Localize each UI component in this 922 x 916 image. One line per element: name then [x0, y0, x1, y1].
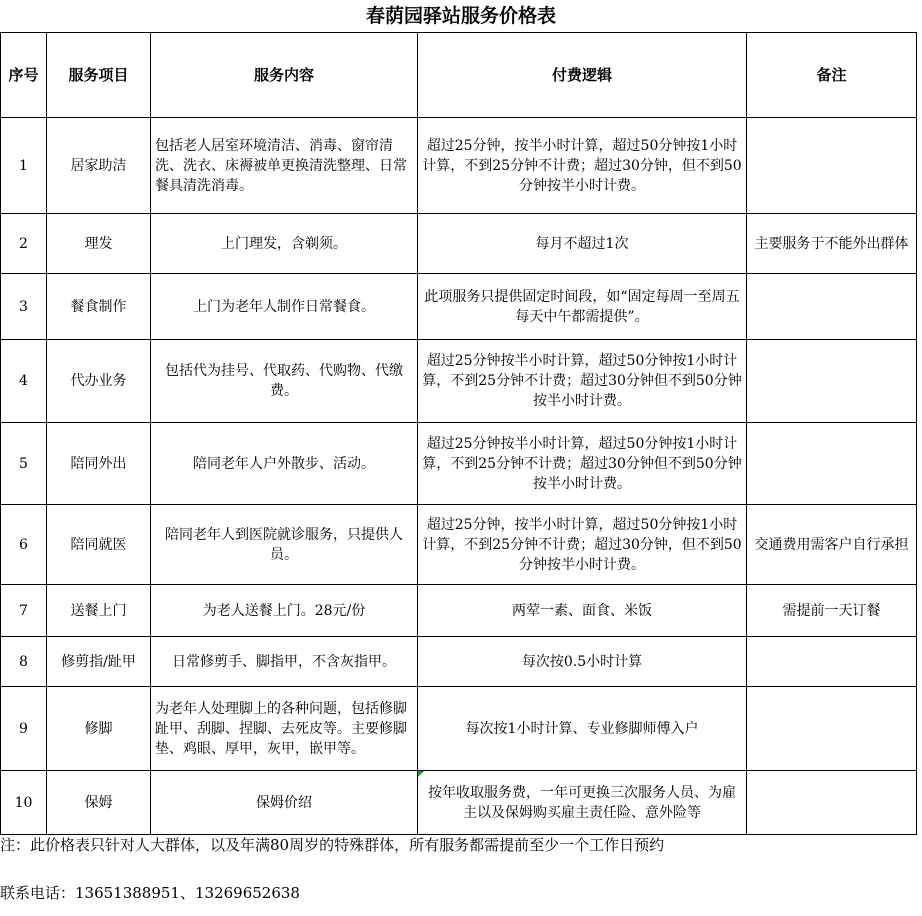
header-cell: 服务内容 — [151, 33, 418, 118]
remark: 交通费用需客户自行承担 — [747, 505, 917, 585]
payment-logic: 每次按1小时计算、专业修脚师傅入户 — [418, 687, 747, 771]
service-content: 为老人送餐上门。28元/份 — [151, 585, 418, 637]
row-number: 9 — [1, 687, 47, 771]
service-content: 保姆价绍 — [151, 771, 418, 835]
table-row — [1, 687, 917, 771]
service-content: 包括老人居室环境清洁、消毒、窗帘清洗、洗衣、床褥被单更换清洗整理、日常餐具清洗消毒。 — [151, 118, 418, 214]
header-cell: 服务项目 — [47, 33, 151, 118]
payment-logic: 两荤一素、面食、米饭 — [418, 585, 747, 637]
service-content: 陪同老年人到医院就诊服务，只提供人员。 — [151, 505, 418, 585]
table-row — [1, 505, 917, 585]
payment-logic: 每月不超过1次 — [418, 214, 747, 274]
price-table — [0, 32, 917, 835]
table-row — [1, 118, 917, 214]
payment-logic: 按年收取服务费，一年可更换三次服务人员、为雇主以及保姆购买雇主责任险、意外险等 — [418, 771, 747, 835]
payment-logic: 超过25分钟，按半小时计算，超过50分钟按1小时计算，不到25分钟不计费；超过30分钟，但不到50分钟按半小时计费。 — [418, 505, 747, 585]
header-cell: 备注 — [747, 33, 917, 118]
remark — [747, 340, 917, 423]
remark — [747, 687, 917, 771]
payment-logic: 超过25分钟按半小时计算，超过50分钟按1小时计算，不到25分钟不计费；超过30分钟但不到50分钟按半小时计费。 — [418, 340, 747, 423]
service-content: 日常修剪手、脚指甲，不含灰指甲。 — [151, 637, 418, 687]
row-number: 5 — [1, 423, 47, 505]
service-item: 居家助洁 — [47, 118, 151, 214]
remark — [747, 771, 917, 835]
service-content: 包括代为挂号、代取药、代购物、代缴费。 — [151, 340, 418, 423]
table-row — [1, 771, 917, 835]
remark — [747, 118, 917, 214]
table-row — [1, 214, 917, 274]
remark — [747, 274, 917, 340]
row-number: 10 — [1, 771, 47, 835]
remark: 需提前一天订餐 — [747, 585, 917, 637]
table-row — [1, 274, 917, 340]
remark — [747, 637, 917, 687]
header-cell: 序号 — [1, 33, 47, 118]
service-item: 修剪指/趾甲 — [47, 637, 151, 687]
payment-logic: 此项服务只提供固定时间段，如“固定每周一至周五每天中午都需提供”。 — [418, 274, 747, 340]
header-cell: 付费逻辑 — [418, 33, 747, 118]
service-item: 修脚 — [47, 687, 151, 771]
row-number: 3 — [1, 274, 47, 340]
service-content: 为老年人处理脚上的各种问题，包括修脚趾甲、刮脚、捏脚、去死皮等。主要修脚垫、鸡眼、厚甲，灰甲，嵌甲等。 — [151, 687, 418, 771]
service-item: 保姆 — [47, 771, 151, 835]
remark — [747, 423, 917, 505]
payment-logic: 超过25分钟按半小时计算，超过50分钟按1小时计算，不到25分钟不计费；超过30分钟但不到50分钟按半小时计费。 — [418, 423, 747, 505]
service-item: 餐食制作 — [47, 274, 151, 340]
service-item: 陪同外出 — [47, 423, 151, 505]
service-content: 上门理发，含剃须。 — [151, 214, 418, 274]
row-number: 2 — [1, 214, 47, 274]
row-number: 6 — [1, 505, 47, 585]
service-item: 理发 — [47, 214, 151, 274]
table-row — [1, 423, 917, 505]
contact-phone: 联系电话：13651388951、13269652638 — [0, 884, 300, 902]
page-title: 春荫园驿站服务价格表 — [365, 5, 556, 27]
payment-logic: 每次按0.5小时计算 — [418, 637, 747, 687]
service-item: 陪同就医 — [47, 505, 151, 585]
row-number: 8 — [1, 637, 47, 687]
table-row — [1, 340, 917, 423]
remark: 主要服务于不能外出群体 — [747, 214, 917, 274]
table-row — [1, 637, 917, 687]
table-header-row — [1, 33, 917, 118]
row-number: 7 — [1, 585, 47, 637]
service-item: 送餐上门 — [47, 585, 151, 637]
row-number: 1 — [1, 118, 47, 214]
service-item: 代办业务 — [47, 340, 151, 423]
footnote: 注：此价格表只针对人大群体，以及年满80周岁的特殊群体，所有服务都需提前至少一个工作日预约 — [0, 836, 665, 854]
payment-logic: 超过25分钟，按半小时计算，超过50分钟按1小时计算，不到25分钟不计费；超过30分钟，但不到50分钟按半小时计费。 — [418, 118, 747, 214]
table-row — [1, 585, 917, 637]
service-content: 陪同老年人户外散步、活动。 — [151, 423, 418, 505]
row-number: 4 — [1, 340, 47, 423]
service-content: 上门为老年人制作日常餐食。 — [151, 274, 418, 340]
